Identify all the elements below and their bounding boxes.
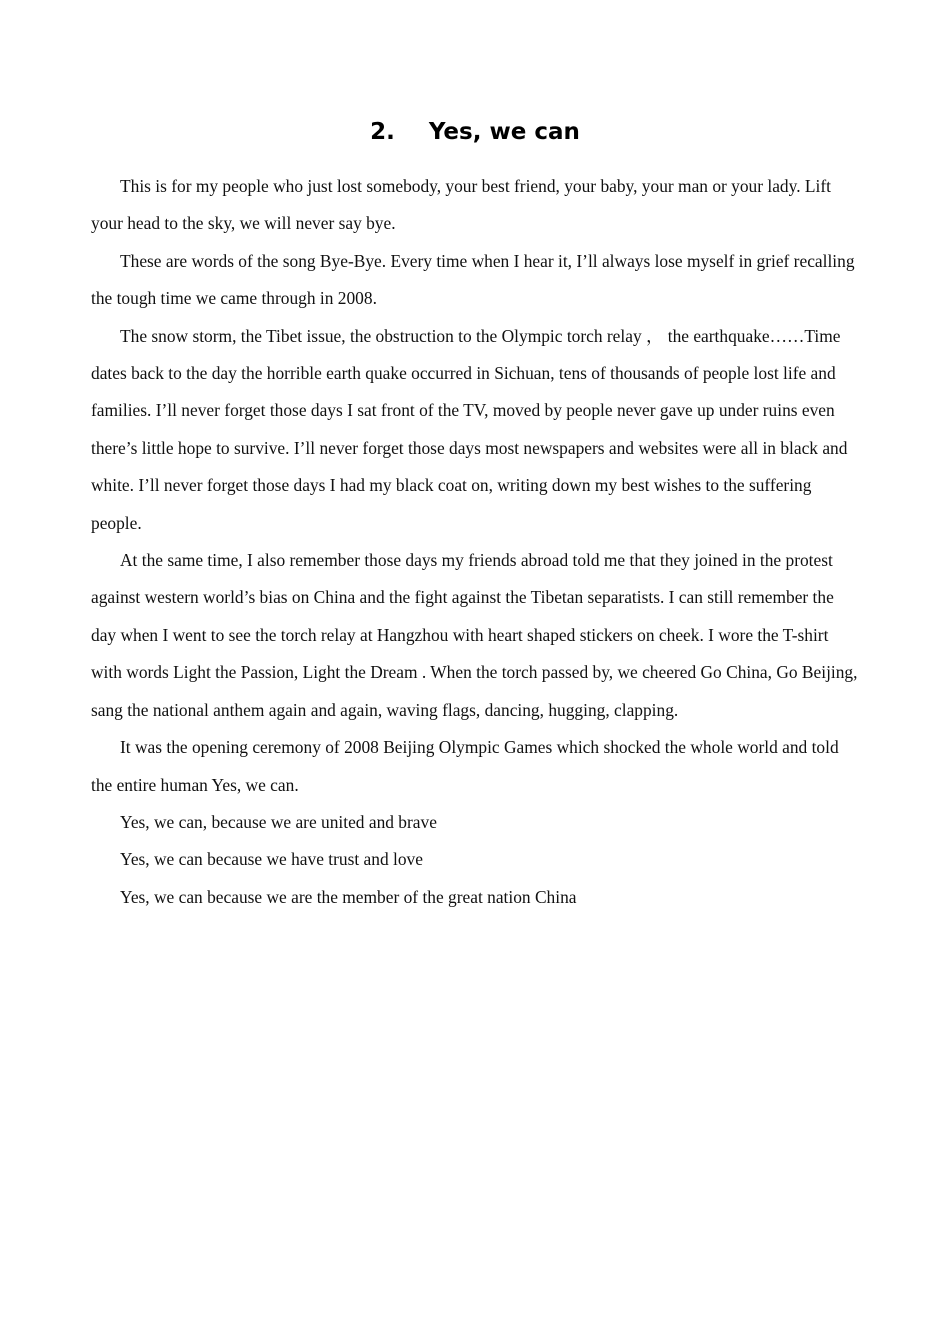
paragraph-4: At the same time, I also remember those days my friends abroad told me that they joined in the protest against western world’s bias on China and the fight against the Tibetan separatists. I can still remember the day when I went to see the torch relay at Hangzhou with heart shaped stickers on cheek. I wore the T-shirt with words Light the Passion, Light the Dream . When the torch passed by, we cheered Go China, Go Beijing, sang the national anthem again and again, waving flags, dancing, hugging, clapping. — [91, 550, 858, 720]
closing-line-2: Yes, we can because we have trust and love — [120, 849, 423, 870]
paragraph-5: It was the opening ceremony of 2008 Beijing Olympic Games which shocked the whole world and told the entire human Yes, we can. — [91, 737, 839, 795]
paragraph-2: These are words of the song Bye-Bye. Every time when I hear it, I’ll always lose myself in grief recalling the tough time we came through in 2008. — [91, 250, 855, 309]
paragraph-1: This is for my people who just lost somebody, your best friend, your baby, your man or your lady. Lift your head to the sky, we will never say bye. — [91, 176, 831, 234]
section-heading — [0, 116, 950, 148]
document-body — [91, 168, 863, 916]
section-title: Yes, we can — [428, 119, 580, 145]
paragraph-3: The snow storm, the Tibet issue, the obstruction to the Olympic torch relay ， the earthquake……Time dates back to the day the horrible earth quake occurred in Sichuan, tens of thousands of people lost life and families. I’ll never forget those days I sat front of the TV, moved by people never gave up under ruins even there’s little hope to survive. I’ll never forget those days most newspapers and websites were all in black and white. I’ll never forget those days I had my black coat on, writing down my best wishes to the suffering people. — [91, 325, 848, 533]
closing-line-3: Yes, we can because we are the member of the great nation China — [120, 886, 577, 907]
closing-line-1: Yes, we can, because we are united and brave — [120, 811, 437, 832]
section-number: 2. — [370, 119, 395, 145]
